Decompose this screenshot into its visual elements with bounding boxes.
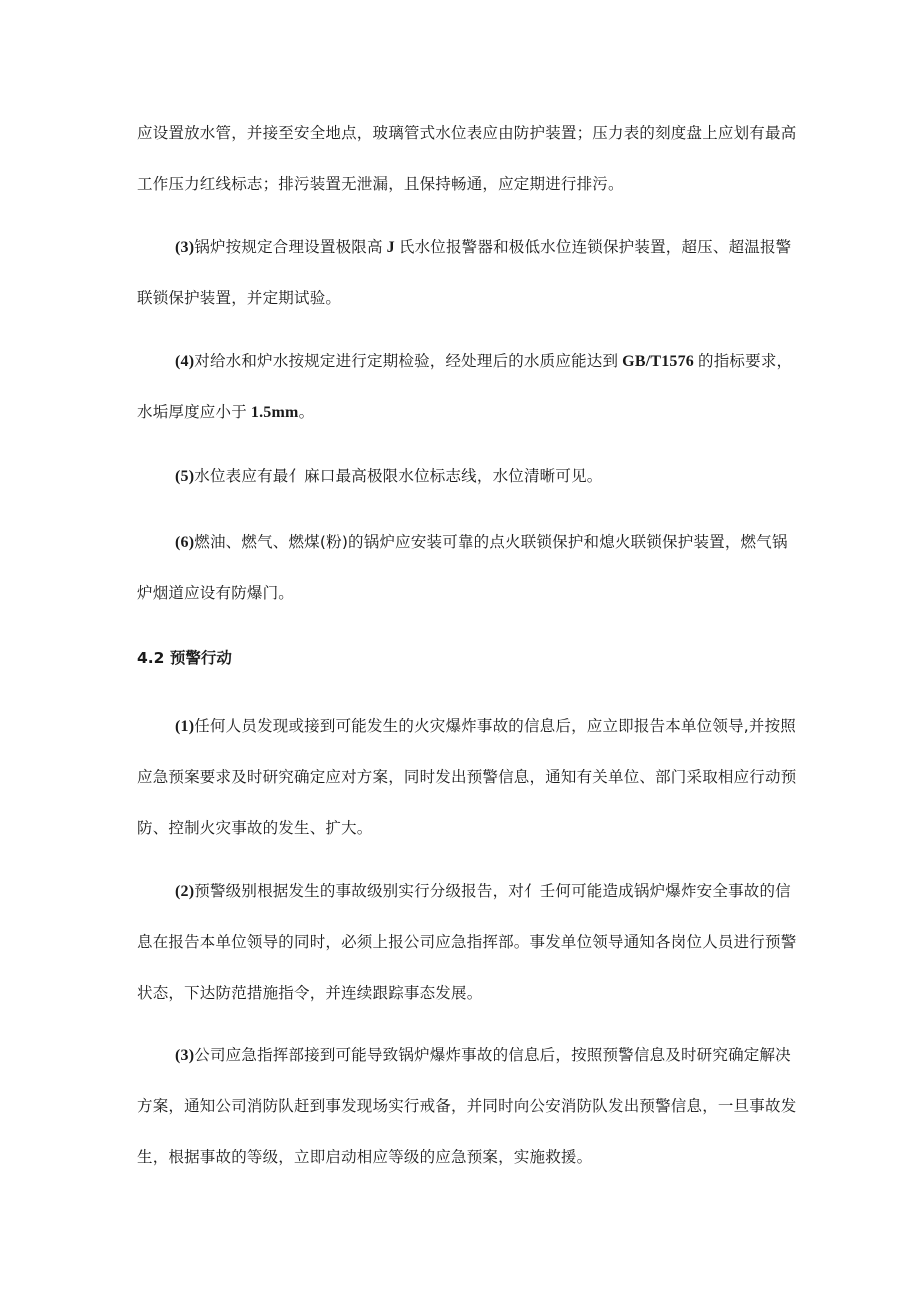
bold-letter: J <box>386 239 395 256</box>
text-line: 应设置放水管，并接至安全地点，玻璃管式水位表应由防护装置；压力表的刻度盘上应划有最高 <box>137 124 797 142</box>
text-line: 息在报告本单位领导的同时，必须上报公司应急指挥部。事发单位领导通知各岗位人员进行预警 <box>137 933 797 951</box>
text-line <box>137 1030 797 1081</box>
text-segment: 水位表应有最亻麻口最高极限水位标志线，水位清晰可见。 <box>194 467 603 485</box>
section-paragraph-1 <box>137 701 797 854</box>
section-heading: 4.2 预警行动 <box>137 649 232 667</box>
item-number: (6) <box>175 534 195 551</box>
item-number: (5) <box>175 468 195 485</box>
text-line: 工作压力红线标志；排污装置无泄漏，且保持畅通，应定期进行排污。 <box>137 175 624 193</box>
text-line: 防、控制火灾事故的发生、扩大。 <box>137 819 373 837</box>
text-segment: 的指标要求， <box>698 352 793 370</box>
paragraph-continuation <box>137 108 797 210</box>
text-segment: 预警级别根据发生的事故级别实行分级报告，对亻壬何可能造成锅炉爆炸安全事故的信 <box>194 882 791 900</box>
item-number: (3) <box>175 239 195 256</box>
text-line <box>137 387 797 438</box>
text-segment: 公司应急指挥部接到可能导致锅炉爆炸事故的信息后，按照预警信息及时研究确定解决 <box>194 1046 791 1064</box>
section-paragraph-2 <box>137 866 797 1019</box>
text-segment: 燃油、燃气、燃煤(粉)的锅炉应安装可靠的点火联锁保护和熄火联锁保护装置，燃气锅 <box>194 533 788 551</box>
standard-code: GB/T1576 <box>622 353 695 370</box>
paragraph-item-3 <box>137 222 797 324</box>
paragraph-item-6 <box>137 517 797 619</box>
paragraph-item-4 <box>137 336 797 438</box>
item-number: (1) <box>175 718 195 735</box>
thickness-value: 1.5mm <box>250 404 299 421</box>
text-segment: 氏水位报警器和极低水位连锁保护装置，超压、超温报警 <box>398 238 792 256</box>
text-segment: 对给水和炉水按规定进行定期检验，经处理后的水质应能达到 <box>194 352 619 370</box>
text-line <box>137 336 797 387</box>
text-line <box>137 222 797 273</box>
text-line <box>137 866 797 917</box>
text-line: 应急预案要求及时研究确定应对方案，同时发出预警信息，通知有关单位、部门采取相应行动预 <box>137 768 797 786</box>
text-line <box>137 517 797 568</box>
text-line: 联锁保护装置，并定期试验。 <box>137 289 342 307</box>
item-number: (3) <box>175 1047 195 1064</box>
text-line: 炉烟道应设有防爆门。 <box>137 584 295 602</box>
text-line: 方案，通知公司消防队赶到事发现场实行戒备，并同时向公安消防队发出预警信息，一旦事故发 <box>137 1097 797 1115</box>
text-line <box>137 701 797 752</box>
text-segment: 水垢厚度应小于 <box>137 403 247 421</box>
text-segment: 任何人员发现或接到可能发生的火灾爆炸事故的信息后，应立即报告本单位领导,并按照 <box>194 717 796 735</box>
text-segment: 。 <box>298 403 315 421</box>
text-line: 生，根据事故的等级，立即启动相应等级的应急预案，实施救援。 <box>137 1148 593 1166</box>
item-number: (4) <box>175 353 195 370</box>
item-number: (2) <box>175 883 195 900</box>
paragraph-item-5 <box>137 451 797 502</box>
text-segment: 锅炉按规定合理设置极限高 <box>194 238 383 256</box>
text-line: 状态，下达防范措施指令，并连续跟踪事态发展。 <box>137 984 483 1002</box>
text-line <box>137 451 797 502</box>
section-paragraph-3 <box>137 1030 797 1183</box>
